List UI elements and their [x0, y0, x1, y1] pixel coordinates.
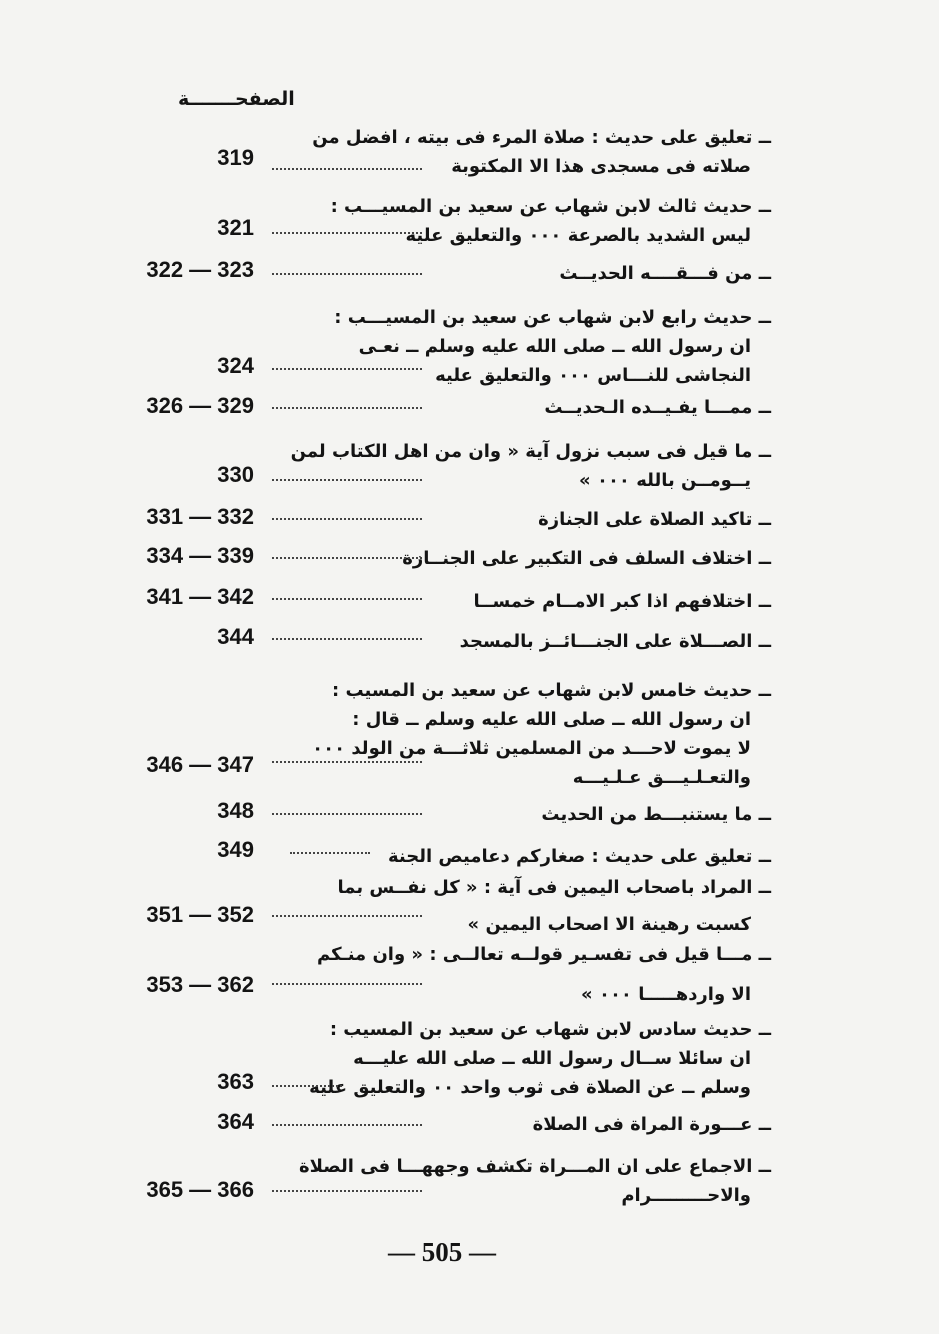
leader-dots — [272, 598, 422, 602]
leader-dots — [272, 915, 422, 919]
leader-dots — [272, 1124, 422, 1128]
entry-title — [251, 842, 771, 871]
entry-line: لا يموت لاحـــد من المسلمين ثلاثـــة من الولد ٠٠٠ — [312, 738, 751, 759]
page-ref: 319 — [217, 145, 254, 170]
leader-dots — [272, 761, 422, 765]
leader-dots — [272, 273, 422, 277]
entry-line: ــ اختلافهم اذا كبر الامــام خمســا — [473, 591, 771, 612]
entry-line: والتعـلـيـــق عـلـيـــه — [572, 767, 751, 788]
leader-dots — [272, 983, 422, 987]
page-ref: 353 — 362 — [146, 972, 254, 997]
entry-line: ان رسول الله ــ صلى الله عليه وسلم ــ قال : — [352, 709, 751, 730]
page-ref: 365 — 366 — [146, 1177, 254, 1202]
page-ref: 348 — [217, 798, 254, 823]
entry-line: صلاته فى مسجدى هذا الا المكتوبة — [451, 156, 751, 177]
entry-line: ــ حديث سادس لابن شهاب عن سعيد بن المسيب : — [329, 1019, 771, 1040]
leader-dots — [272, 518, 422, 522]
page-ref: 344 — [217, 624, 254, 649]
page-ref: 334 — 339 — [146, 543, 254, 568]
leader-dots — [272, 557, 422, 561]
leader-dots — [272, 232, 422, 236]
entry-title — [251, 1152, 771, 1210]
entry-title — [251, 869, 771, 943]
entry-line: ــ المراد باصحاب اليمين فى آية : « كل نفــس بما — [337, 877, 771, 898]
entry-line: ــ حديث رابع لابن شهاب عن سعيد بن المسيـــب : — [334, 307, 771, 328]
entry-line: ــ من فـــقــــه الحديــث — [559, 263, 771, 284]
page-ref: 324 — [217, 353, 254, 378]
entry-line: ــ تعليق على حديث : صغاركم دعاميص الجنة — [387, 846, 771, 867]
page-ref: 351 — 352 — [146, 902, 254, 927]
page-ref: 321 — [217, 215, 254, 240]
entry-line: ان سائلا ســال رسول الله ــ صلى الله عليـــه — [353, 1048, 751, 1069]
leader-dots — [272, 638, 422, 642]
entry-line: ــ مـــا قيل فى تفسـير قولــه تعالــى : « وان منـكم — [316, 944, 771, 965]
entry-line: ــ تعليق على حديث : صلاة المرء فى بيته ، افضل من — [312, 127, 771, 148]
page-ref: 364 — [217, 1109, 254, 1134]
entry-title — [251, 676, 771, 792]
page-ref: 346 — 347 — [146, 752, 254, 777]
entry-line: ــ الاجماع على ان المـــراة تكشف وجههـــا فى الصلاة — [298, 1156, 771, 1177]
entry-line: ــ ما يستنبـــط من الحديث — [541, 804, 771, 825]
page-ref: 331 — 332 — [146, 504, 254, 529]
entry-line: ــ تاكيد الصلاة على الجنازة — [538, 509, 771, 530]
entry-title — [251, 437, 771, 495]
entry-line: يــومــن بالله ٠٠٠ » — [579, 470, 751, 491]
entry-title — [251, 303, 771, 390]
entry-line: ــ ممـــا يفـيــده الـحديــث — [544, 397, 771, 418]
leader-dots — [272, 479, 422, 483]
entry-line: النجاشى للنـــاس ٠٠٠ والتعليق عليه — [435, 365, 751, 386]
leader-dots — [272, 813, 422, 817]
leader-dots — [290, 852, 370, 856]
leader-dots — [272, 1190, 422, 1194]
entry-line: ــ حديث خامس لابن شهاب عن سعيد بن المسيب : — [332, 680, 771, 701]
page-number: — 505 — — [388, 1237, 496, 1267]
entry-line: ــ الصـــلاة على الجنـــائــز بالمسجد — [459, 631, 771, 652]
entry-title — [251, 123, 771, 181]
page-ref: 341 — 342 — [146, 584, 254, 609]
entry-line: ــ اختلاف السلف فى التكبير على الجنــازة — [402, 548, 771, 569]
entry-title — [251, 935, 771, 1015]
entry-line: ليس الشديد بالصرعة ٠٠٠ والتعليق عليه — [405, 225, 751, 246]
page-ref: 330 — [217, 462, 254, 487]
entry-line: ــ عـــورة المراة فى الصلاة — [532, 1114, 771, 1135]
entry-line: والاحـــــــــرام — [621, 1185, 751, 1206]
page-ref: 322 — 323 — [146, 257, 254, 282]
leader-dots — [272, 368, 422, 372]
leader-dots — [272, 1085, 342, 1089]
leader-dots — [272, 168, 422, 172]
entry-line: وسلم ــ عن الصلاة فى ثوب واحد ٠٠ والتعليق عليه — [309, 1077, 751, 1098]
entry-title — [251, 192, 771, 250]
entry-line: ــ ما قيل فى سبب نزول آية « وان من اهل الكتاب لمن — [290, 441, 771, 462]
leader-dots — [272, 407, 422, 411]
entry-line: ــ حديث ثالث لابن شهاب عن سعيد بن المسيـــب : — [330, 196, 771, 217]
page-ref: 326 — 329 — [146, 393, 254, 418]
entry-line: كسبت رهينة الا اصحاب اليمين » — [467, 914, 751, 935]
entry-line: ان رسول الله ــ صلى الله عليه وسلم ــ نعـى — [358, 336, 751, 357]
page-column-header: الصفحـــــــة — [178, 88, 295, 110]
page-ref: 363 — [217, 1069, 254, 1094]
entry-line: الا واردهـــــا ٠٠٠ » — [581, 984, 751, 1005]
page-ref: 349 — [217, 837, 254, 862]
